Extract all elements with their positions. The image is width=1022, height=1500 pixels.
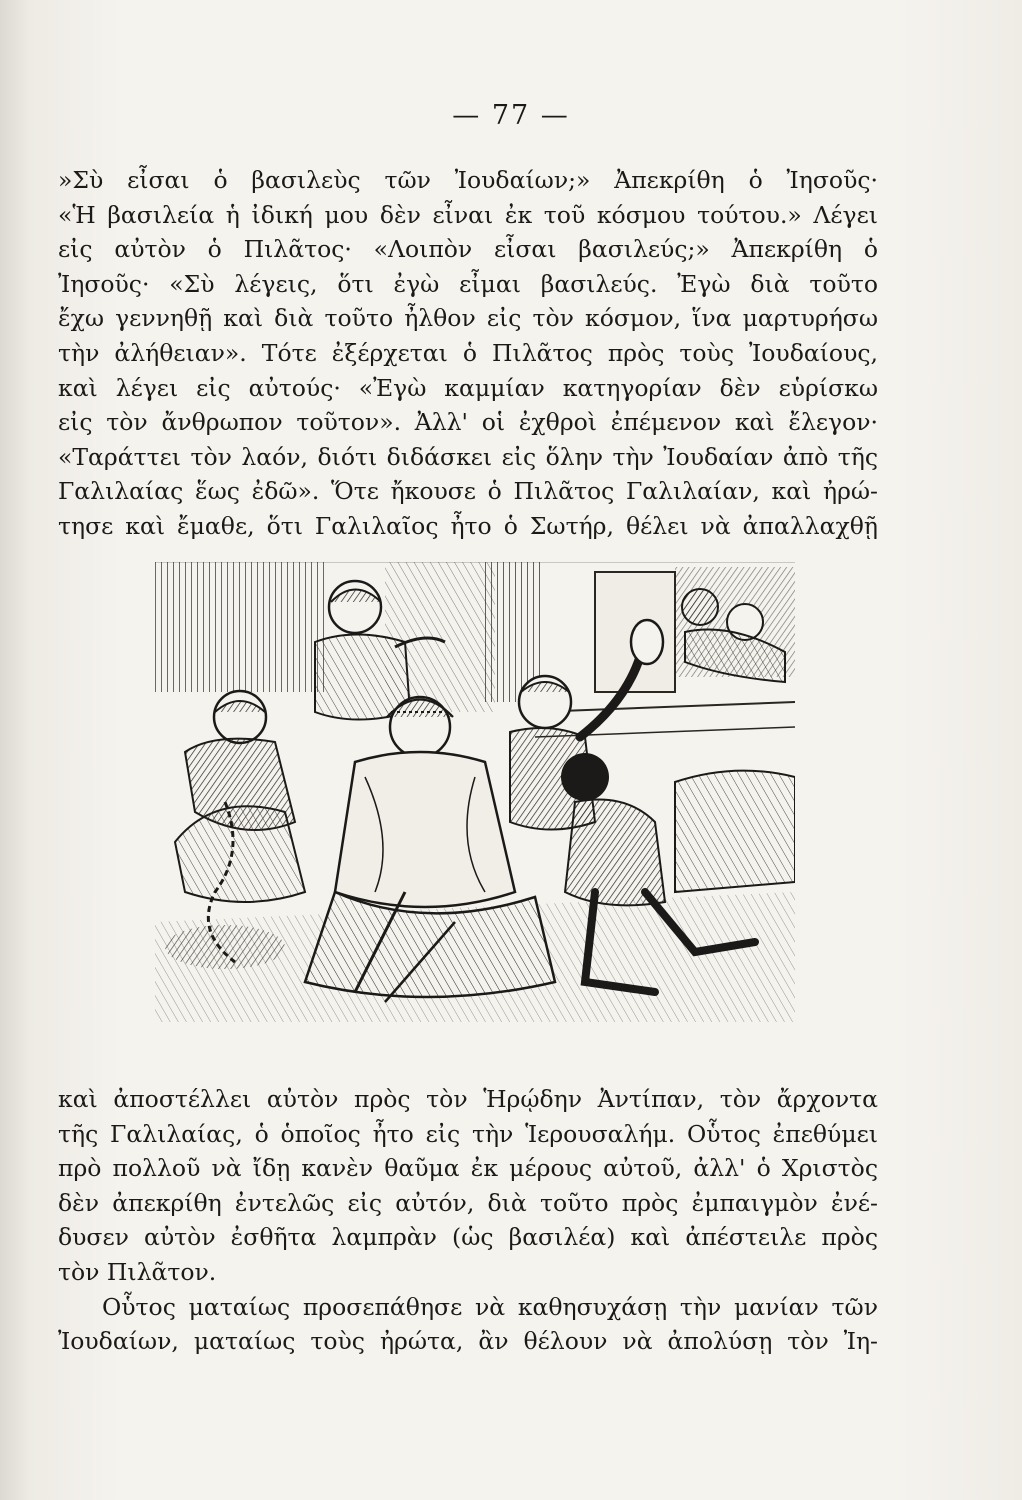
page-number: — 77 — <box>452 100 570 131</box>
text-line: εἰς αὐτὸν ὁ Πιλᾶτος· «Λοιπὸν εἶσαι βασιλεύς;» Ἀπεκρίθη ὁ <box>58 235 878 264</box>
text-line: δὲν ἀπεκρίθη ἐντελῶς εἰς αὐτόν, διὰ τοῦτο πρὸς ἐμπαιγμὸν ἐνέ- <box>58 1188 878 1217</box>
text-line: καὶ ἀποστέλλει αὐτὸν πρὸς τὸν Ἡρῴδην Ἀντίπαν, τὸν ἄρχοντα <box>58 1085 878 1113</box>
mocking-of-christ-engraving <box>155 562 795 1022</box>
text-line: τὴν ἀλήθειαν». Τότε ἐξέρχεται ὁ Πιλᾶτος πρὸς τοὺς Ἰουδαίους, <box>58 338 878 367</box>
text-line: «Ἡ βασιλεία ἡ ἰδική μου δὲν εἶναι ἐκ τοῦ κόσμου τούτου.» Λέγει <box>58 200 878 229</box>
text-line: «Ταράττει τὸν λαόν, διότι διδάσκει εἰς ὅλην τὴν Ἰουδαίαν ἀπὸ τῆς <box>58 442 878 471</box>
text-block-top <box>58 163 878 544</box>
text-block-bottom <box>58 1082 878 1359</box>
text-line: εἰς τὸν ἄνθρωπον τοῦτον». Ἀλλ' οἱ ἐχθροὶ ἐπέμενον καὶ ἔλεγον· <box>58 408 878 437</box>
text-line: τησε καὶ ἔμαθε, ὅτι Γαλιλαῖος ἦτο ὁ Σωτήρ, θέλει νὰ ἀπαλλαχθῇ <box>58 511 878 540</box>
text-line: τὸν Πιλᾶτον. <box>58 1257 217 1286</box>
text-line: Ἰουδαίων, ματαίως τοὺς ἠρώτα, ἂν θέλουν νὰ ἀπολύσῃ τὸν Ἰη- <box>58 1327 878 1356</box>
text-line: τῆς Γαλιλαίας, ὁ ὁποῖος ἦτο εἰς τὴν Ἱερουσαλήμ. Οὗτος ἐπεθύμει <box>58 1119 878 1148</box>
text-line: »Σὺ εἶσαι ὁ βασιλεὺς τῶν Ἰουδαίων;» Ἀπεκρίθη ὁ Ἰησοῦς· <box>58 166 878 194</box>
text-line: ἔχω γεννηθῇ καὶ διὰ τοῦτο ἦλθον εἰς τὸν κόσμον, ἵνα μαρτυρήσω <box>58 304 878 333</box>
text-line: Ἰησοῦς· «Σὺ λέγεις, ὅτι ἐγὼ εἶμαι βασιλεύς. Ἐγὼ διὰ τοῦτο <box>58 269 878 298</box>
text-line: πρὸ πολλοῦ νὰ ἴδῃ κανὲν θαῦμα ἐκ μέρους αὐτοῦ, ἀλλ' ὁ Χριστὸς <box>58 1154 878 1183</box>
text-line: Οὗτος ματαίως προσεπάθησε νὰ καθησυχάσῃ τὴν μανίαν τῶν <box>102 1292 878 1321</box>
text-line: δυσεν αὐτὸν ἐσθῆτα λαμπρὰν (ὡς βασιλέα) καὶ ἀπέστειλε πρὸς <box>58 1223 878 1252</box>
engraving-illustration <box>155 562 795 1022</box>
text-line: Γαλιλαίας ἕως ἐδῶ». Ὅτε ἤκουσε ὁ Πιλᾶτος Γαλιλαίαν, καὶ ἠρώ- <box>58 477 878 506</box>
text-line: καὶ λέγει εἰς αὐτούς· «Ἐγὼ καμμίαν κατηγορίαν δὲν εὑρίσκω <box>58 373 878 402</box>
